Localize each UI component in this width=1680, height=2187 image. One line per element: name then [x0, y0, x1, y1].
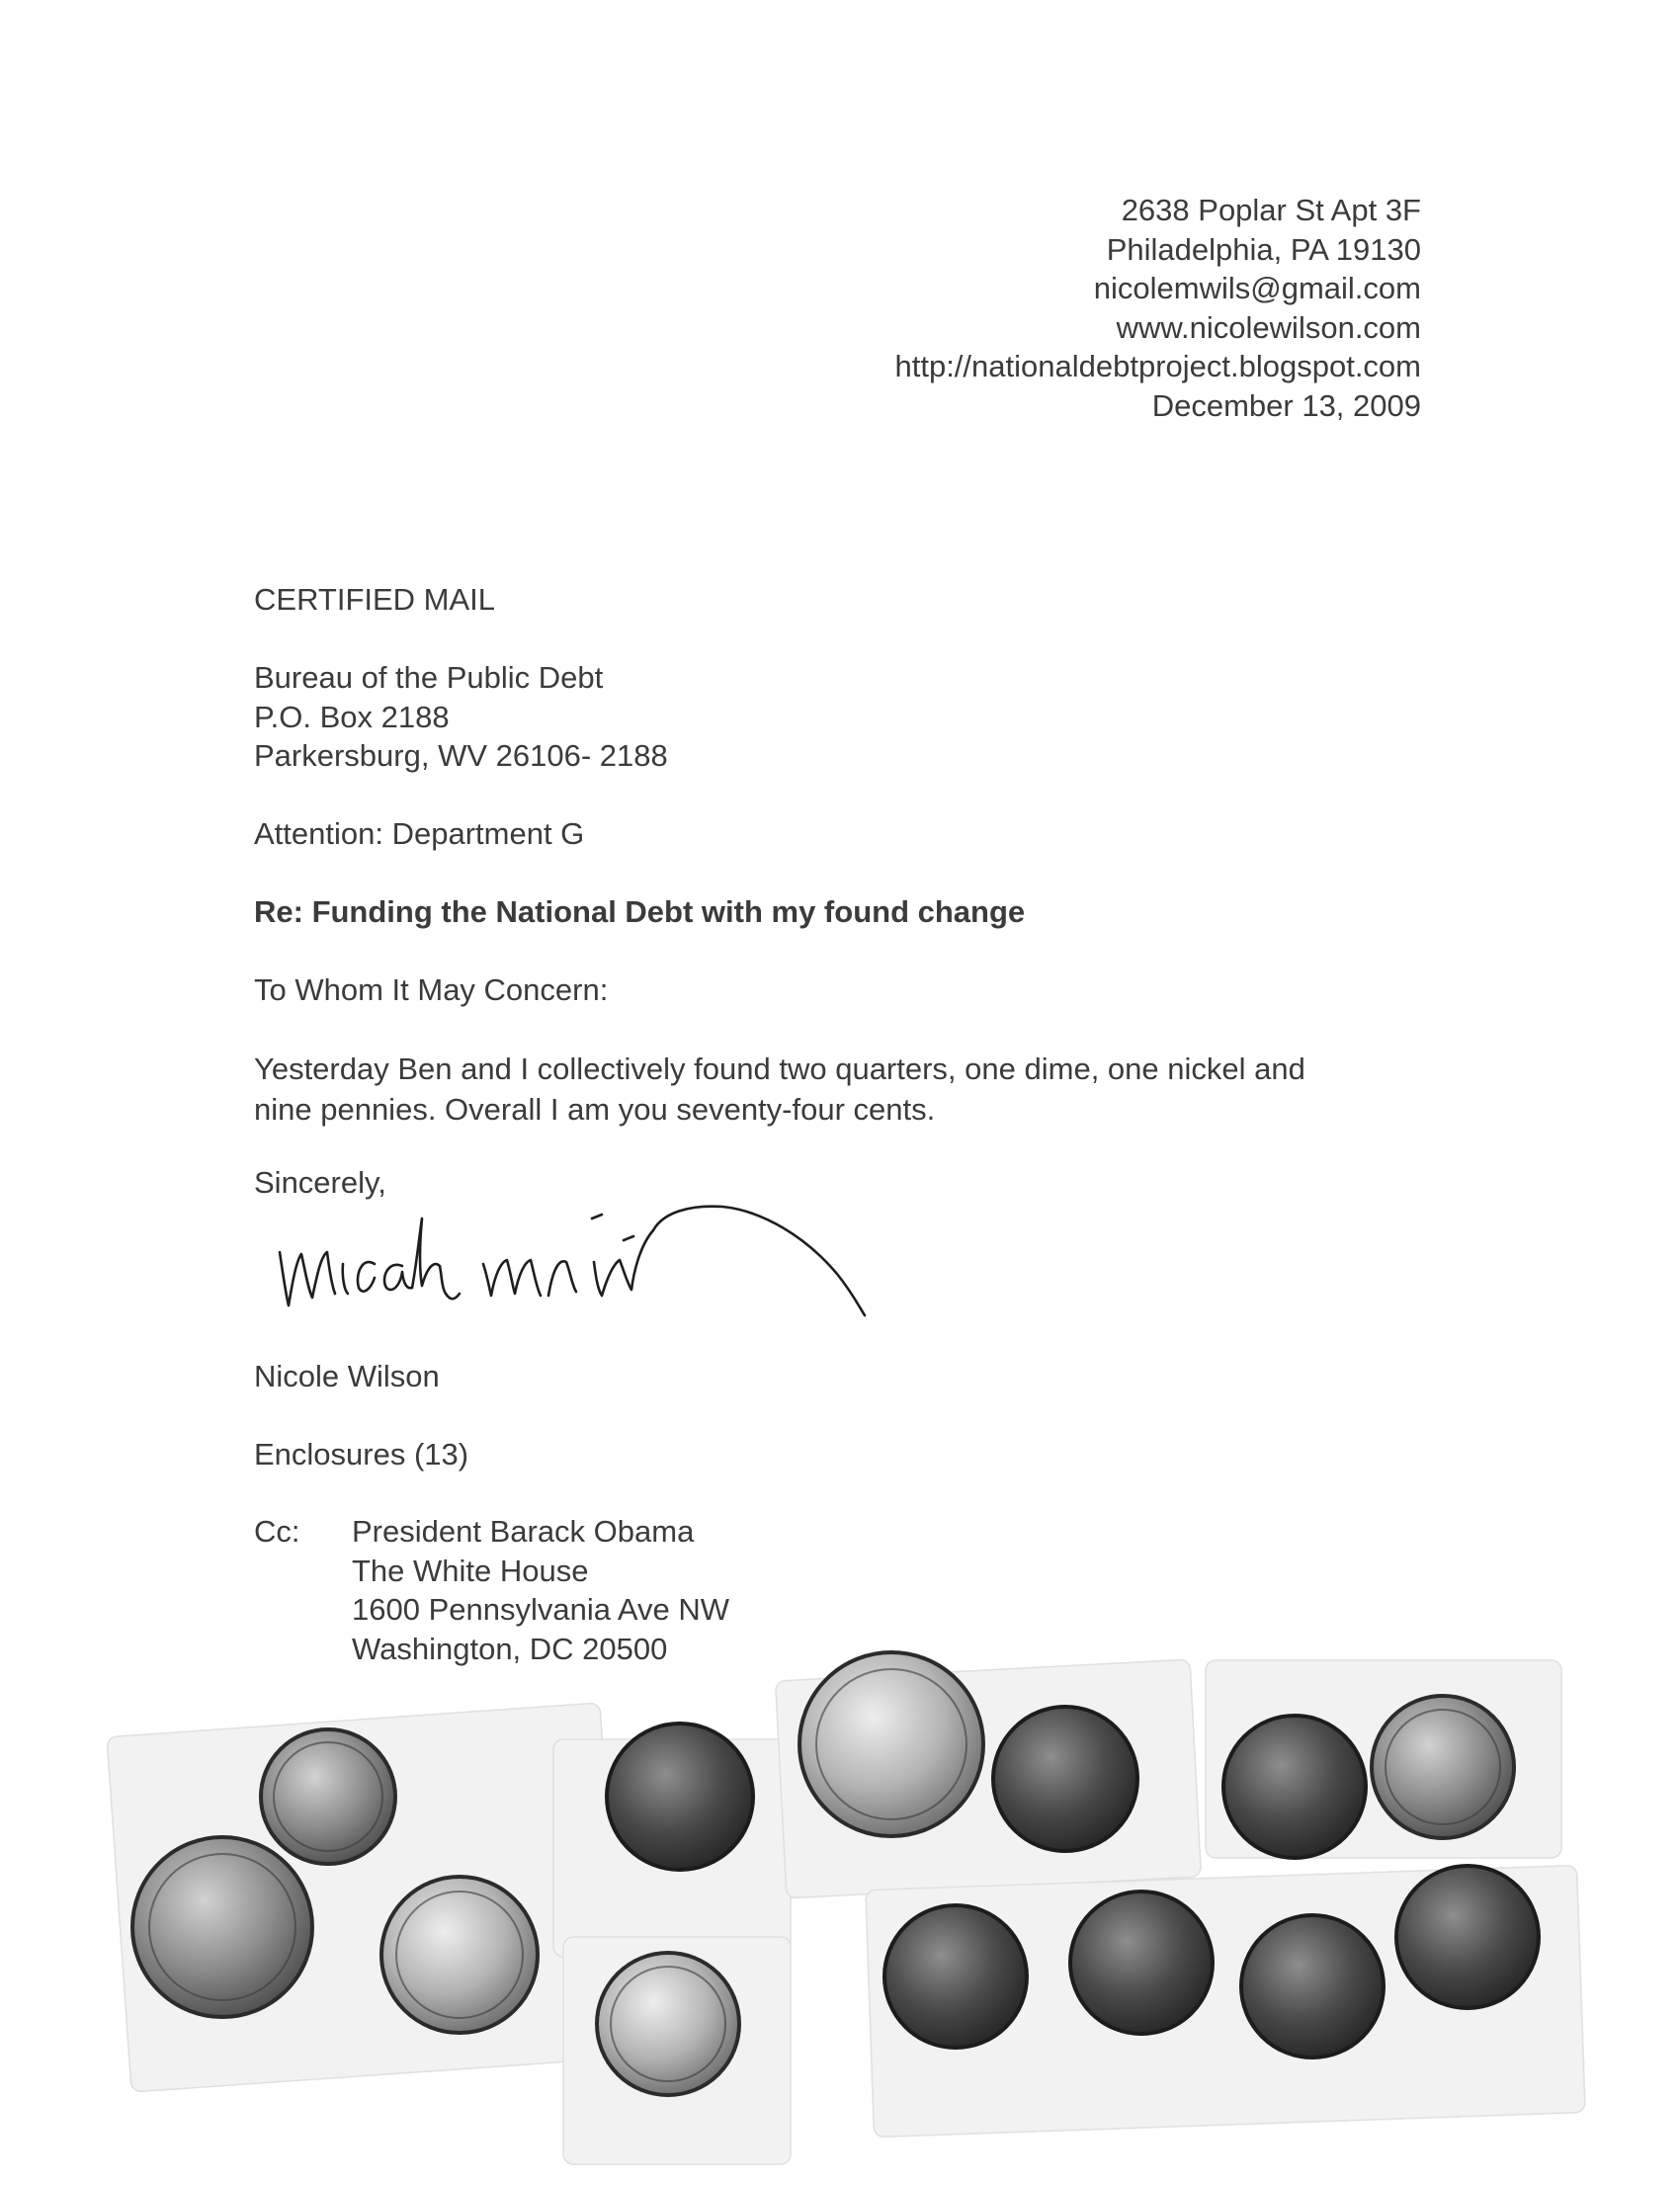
- letter-body: [254, 1049, 1305, 1130]
- sender-address: [894, 191, 1421, 425]
- sender-email: nicolemwils@gmail.com: [1093, 271, 1421, 305]
- body-line-2: nine pennies. Overall I am you seventy-four cents.: [254, 1092, 936, 1127]
- coin-nickel: [381, 1877, 538, 2033]
- coin-penny-4: [884, 1905, 1027, 2048]
- coin-quarter-2: [799, 1652, 983, 1836]
- letter-date: December 13, 2009: [1151, 387, 1421, 423]
- cc-name: President Barack Obama: [352, 1514, 695, 1549]
- cc-city-state-zip: Washington, DC 20500: [352, 1631, 668, 1666]
- coin-penny-2: [597, 1953, 739, 2095]
- sender-blog: http://nationaldebtproject.blogspot.com: [894, 349, 1421, 383]
- sender-website: www.nicolewilson.com: [1116, 309, 1421, 345]
- recipient-city-state-zip: Parkersburg, WV 26106- 2188: [254, 738, 668, 773]
- sender-city-state-zip: Philadelphia, PA 19130: [1106, 231, 1421, 267]
- coin-dime: [261, 1729, 395, 1864]
- closing: Sincerely,: [254, 1165, 386, 1200]
- cc-org: The White House: [352, 1553, 589, 1588]
- cc-label: Cc:: [254, 1514, 300, 1549]
- signer-name: Nicole Wilson: [254, 1359, 440, 1393]
- coin-quarter-1: [132, 1837, 312, 2017]
- coin-penny-7: [1372, 1696, 1514, 1838]
- subject-line: Re: Funding the National Debt with my found change: [254, 894, 1026, 929]
- coin-penny-5: [1070, 1892, 1213, 2034]
- taped-coins-photo: [0, 1621, 1680, 2187]
- delivery-method: CERTIFIED MAIL: [254, 582, 496, 617]
- body-line-1: Yesterday Ben and I collectively found two quarters, one dime, one nickel and: [254, 1051, 1305, 1086]
- sender-street: 2638 Poplar St Apt 3F: [1121, 193, 1421, 227]
- salutation: To Whom It May Concern:: [254, 972, 609, 1007]
- recipient-address: [254, 658, 668, 776]
- coin-penny-6: [1223, 1716, 1366, 1858]
- recipient-po-box: P.O. Box 2188: [254, 699, 450, 734]
- handwritten-signature: [272, 1191, 875, 1319]
- recipient-name: Bureau of the Public Debt: [254, 660, 604, 695]
- coin-penny-8: [1241, 1915, 1384, 2058]
- cc-street: 1600 Pennsylvania Ave NW: [352, 1592, 729, 1627]
- attention-line: Attention: Department G: [254, 816, 585, 851]
- coin-penny-9: [1396, 1866, 1539, 2008]
- coin-penny-1: [607, 1724, 753, 1870]
- coin-penny-3: [993, 1707, 1137, 1851]
- enclosures-line: Enclosures (13): [254, 1437, 469, 1472]
